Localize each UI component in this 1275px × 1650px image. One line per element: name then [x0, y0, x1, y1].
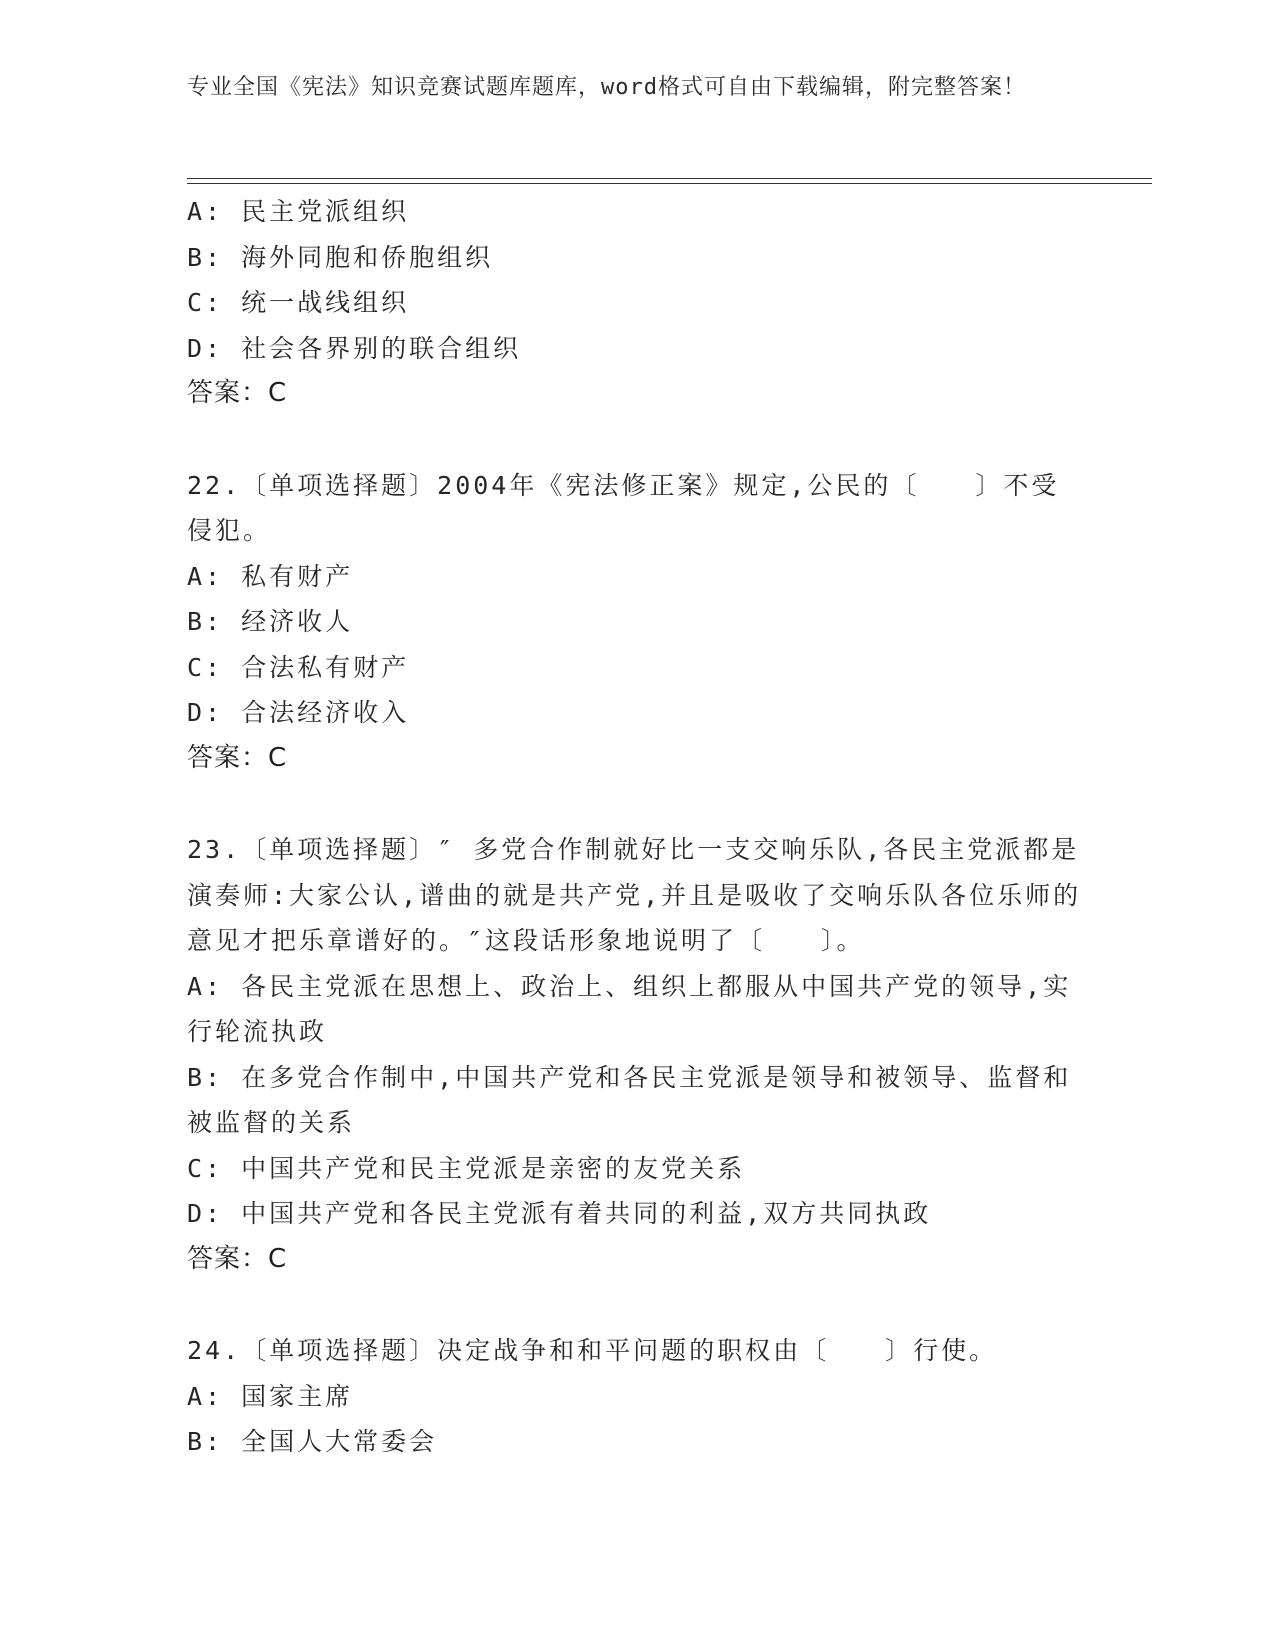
header-rule-bottom: [187, 183, 1152, 184]
option-c: C: 统一战线组织: [187, 288, 410, 317]
answer-line: 答案：C: [187, 1243, 288, 1274]
question-list: [187, 189, 1087, 1465]
option-b: B: 海外同胞和侨胞组织: [187, 242, 494, 272]
option-b: B: 全国人大常委会: [187, 1427, 438, 1456]
question-block-23: [187, 827, 1087, 1282]
header-rule-top: [187, 178, 1152, 179]
page-header: 专业全国《宪法》知识竞赛试题库题库，word格式可自由下载编辑，附完整答案！: [187, 75, 1026, 100]
question-block-21: [187, 189, 1087, 417]
answer-line: 答案：C: [187, 742, 288, 773]
block-spacer: [187, 781, 1087, 827]
option-c: C: 合法私有财产: [187, 652, 410, 682]
question-block-22: [187, 463, 1087, 782]
option-a: A: 民主党派组织: [187, 197, 410, 226]
option-d: D: 合法经济收入: [187, 698, 410, 727]
block-spacer: [187, 1282, 1087, 1328]
option-d: D: 中国共产党和各民主党派有着共同的利益,双方共同执政: [187, 1199, 932, 1228]
option-c: C: 中国共产党和民主党派是亲密的友党关系: [187, 1153, 746, 1183]
question-text: 22.〔单项选择题〕2004年《宪法修正案》规定,公民的〔 〕不受侵犯。: [187, 470, 1060, 545]
option-a: A: 国家主席: [187, 1381, 354, 1411]
option-d: D: 社会各界别的联合组织: [187, 333, 522, 363]
question-text: 24.〔单项选择题〕决定战争和和平问题的职权由〔 〕行使。: [187, 1336, 998, 1365]
block-spacer: [187, 417, 1087, 463]
option-a: A: 私有财产: [187, 561, 354, 591]
question-text: 23.〔单项选择题〕″ 多党合作制就好比一支交响乐队,各民主党派都是演奏师:大家公认,谱曲的就是共产党,并且是吸收了交响乐队各位乐师的意见才把乐章谱好的。″这段话形象地说明了〔 〕。: [187, 835, 1082, 955]
option-a: A: 各民主党派在思想上、政治上、组织上都服从中国共产党的领导,实行轮流执政: [187, 971, 1072, 1046]
answer-line: 答案：C: [187, 378, 288, 408]
option-b: B: 在多党合作制中,中国共产党和各民主党派是领导和被领导、监督和被监督的关系: [187, 1062, 1072, 1137]
question-block-24: [187, 1328, 1087, 1465]
option-b: B: 经济收人: [187, 607, 354, 636]
